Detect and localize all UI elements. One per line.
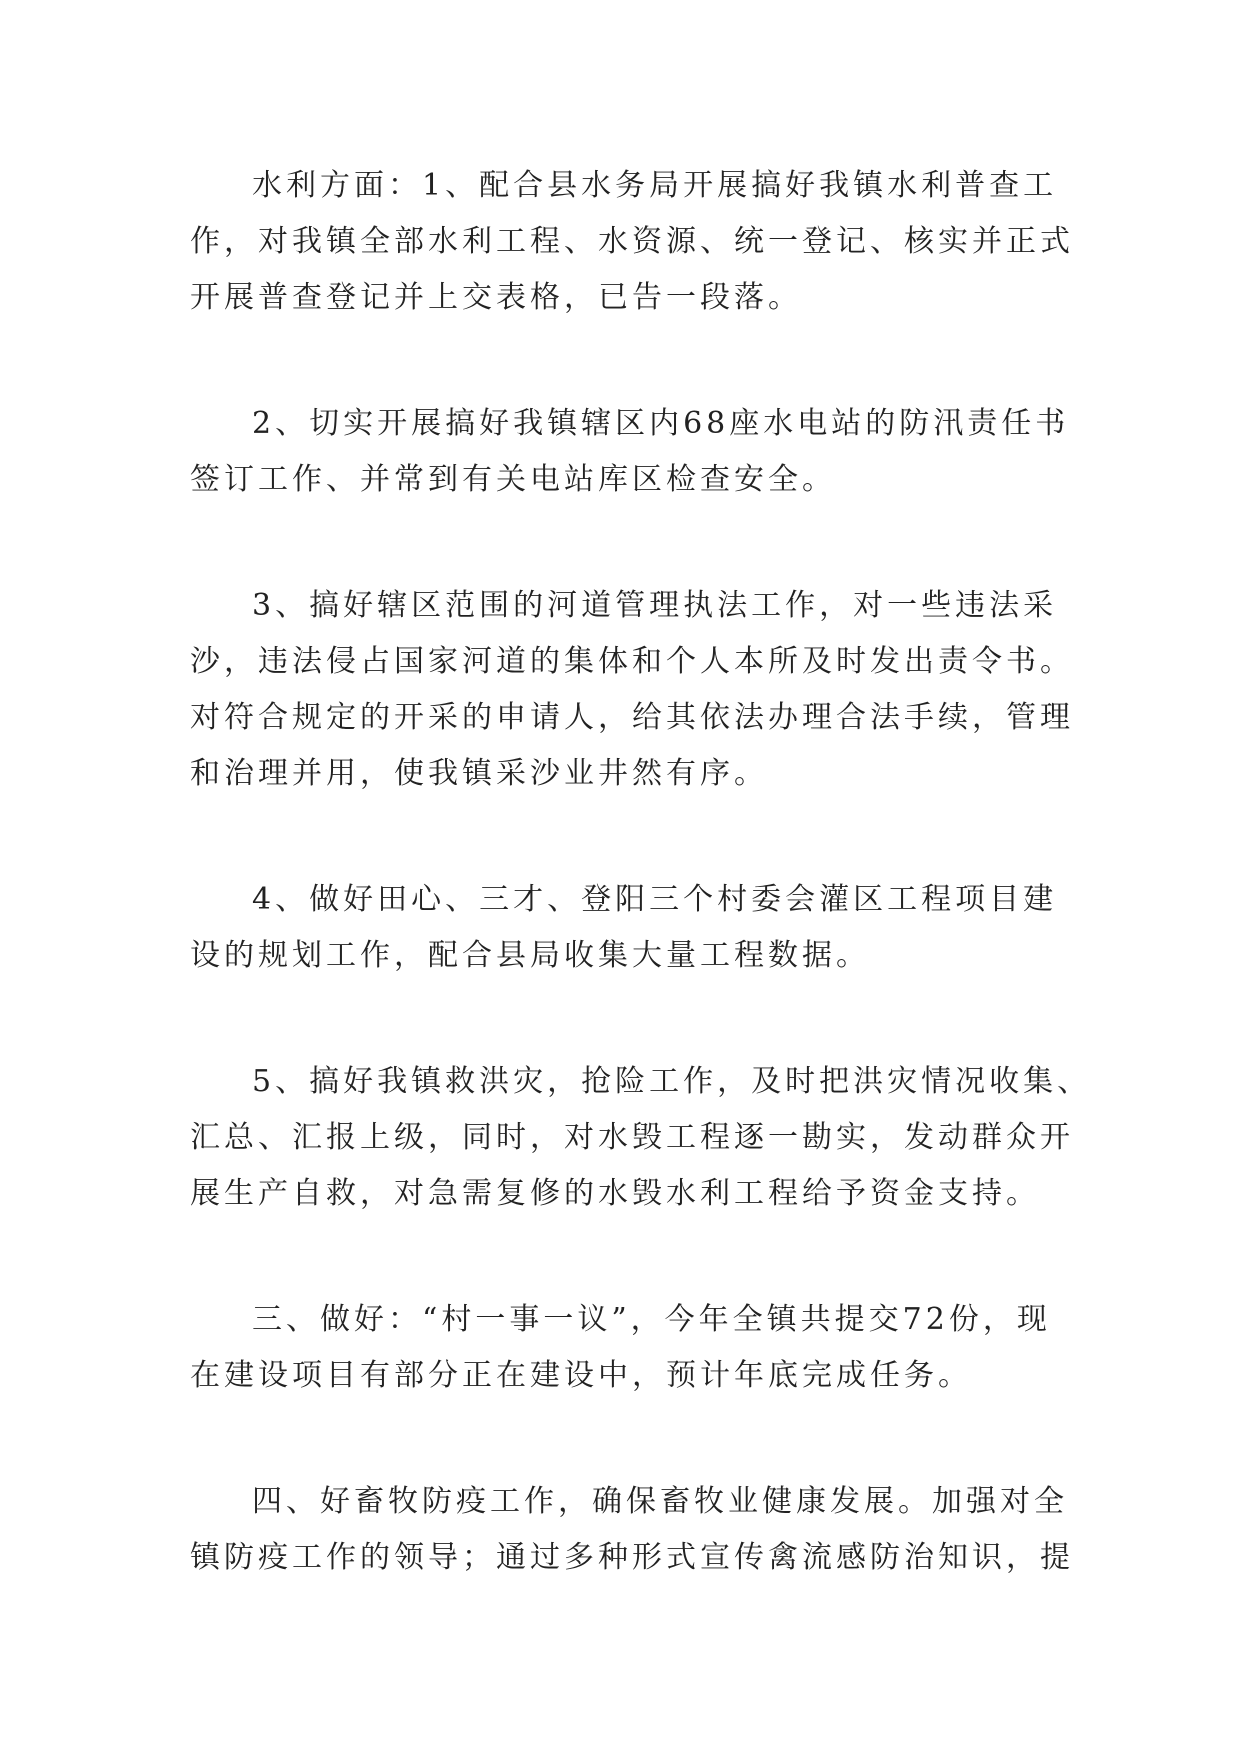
- paragraph-line: 签订工作、并常到有关电站库区检查安全。: [190, 462, 836, 497]
- paragraph-line: 镇防疫工作的领导；通过多种形式宣传禽流感防治知识，提: [190, 1540, 1074, 1575]
- paragraph-line: 作，对我镇全部水利工程、水资源、统一登记、核实并正式: [190, 224, 1074, 259]
- paragraph-livestock-epidemic: [190, 1474, 1074, 1586]
- paragraph-line: 沙，违法侵占国家河道的集体和个人本所及时发出责令书。: [190, 644, 1074, 679]
- paragraph-line: 四、好畜牧防疫工作，确保畜牧业健康发展。加强对全: [252, 1484, 1068, 1519]
- paragraph-line: 4、做好田心、三才、登阳三个村委会灌区工程项目建: [252, 882, 1058, 917]
- paragraph-line: 2、切实开展搞好我镇辖区内68座水电站的防汛责任书: [252, 406, 1070, 441]
- document-body: [190, 158, 1092, 1656]
- paragraph-line: 展生产自救，对急需复修的水毁水利工程给予资金支持。: [190, 1176, 1040, 1211]
- paragraph-flood-relief: [190, 1054, 1092, 1222]
- paragraph-village-matters: [190, 1292, 1070, 1404]
- paragraph-line: 5、搞好我镇救洪灾，抢险工作，及时把洪灾情况收集、: [252, 1064, 1092, 1099]
- paragraph-river-management: [190, 578, 1074, 802]
- paragraph-line: 3、搞好辖区范围的河道管理执法工作，对一些违法采: [252, 588, 1058, 623]
- paragraph-water-conservancy: [190, 158, 1074, 326]
- paragraph-line: 开展普查登记并上交表格，已告一段落。: [190, 280, 802, 315]
- paragraph-flood-responsibility: [190, 396, 1070, 508]
- paragraph-line: 三、做好：“村一事一议”，今年全镇共提交72份，现: [252, 1302, 1051, 1337]
- paragraph-line: 设的规划工作，配合县局收集大量工程数据。: [190, 938, 870, 973]
- paragraph-line: 水利方面：1、配合县水务局开展搞好我镇水利普查工: [252, 168, 1058, 203]
- paragraph-irrigation-planning: [190, 872, 1070, 984]
- paragraph-line: 在建设项目有部分正在建设中，预计年底完成任务。: [190, 1358, 972, 1393]
- paragraph-line: 对符合规定的开采的申请人，给其依法办理合法手续，管理: [190, 700, 1074, 735]
- paragraph-line: 汇总、汇报上级，同时，对水毁工程逐一勘实，发动群众开: [190, 1120, 1074, 1155]
- paragraph-line: 和治理并用，使我镇采沙业井然有序。: [190, 756, 768, 791]
